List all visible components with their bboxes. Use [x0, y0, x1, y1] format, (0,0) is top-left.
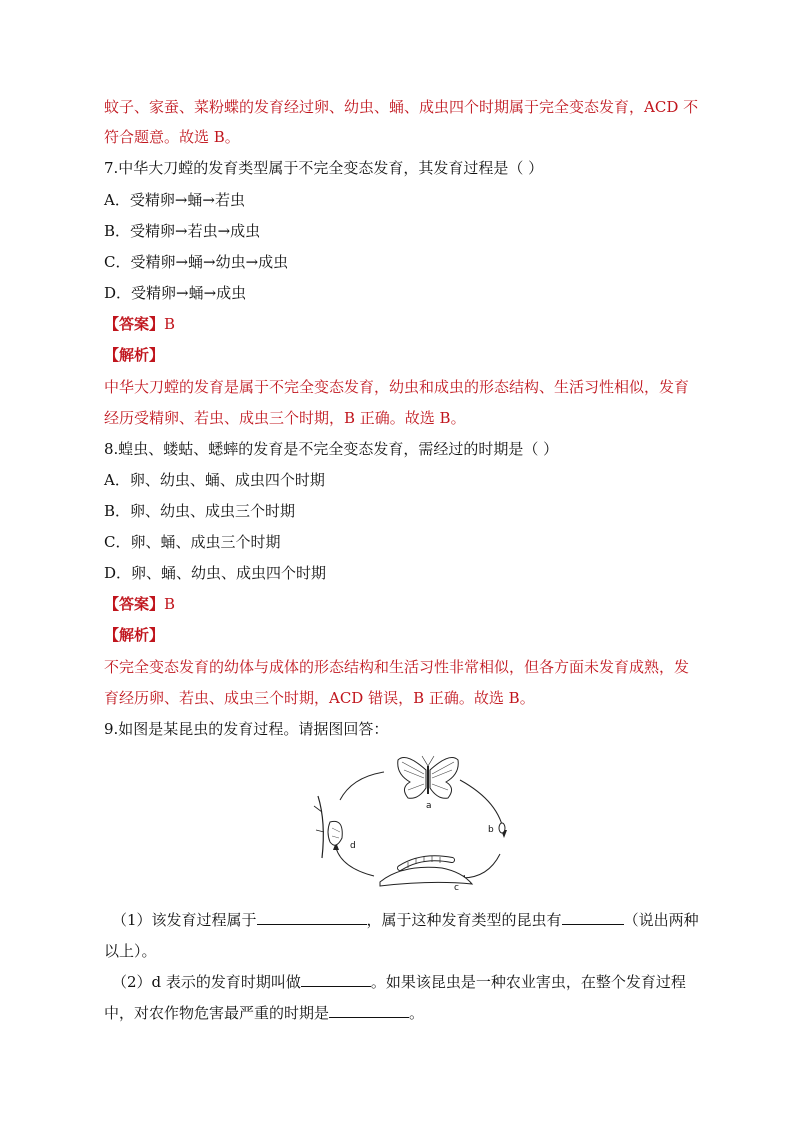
- q7-option-c: C．受精卵→蛹→幼虫→成虫: [104, 253, 289, 271]
- q8-analysis-heading: [104, 625, 164, 645]
- q9-stem: 9.如图是某昆虫的发育过程。请据图回答：: [104, 720, 389, 738]
- insect-life-cycle-figure: [312, 752, 512, 892]
- cycle-arrow-c-to-d: [336, 848, 374, 876]
- label-c: c: [454, 883, 459, 892]
- label-a: a: [426, 801, 432, 811]
- q7-option-a: A．受精卵→蛹→若虫: [104, 191, 245, 209]
- q7-analysis-heading: [104, 345, 164, 365]
- q9-sub2-text-a: （2）d 表示的发育时期叫做: [112, 973, 301, 991]
- answer-blank-4[interactable]: [329, 1003, 409, 1018]
- q6-explanation-line1: 蚊子、家蚕、菜粉蝶的发育经过卵、幼虫、蛹、成虫四个时期属于完全变态发育，ACD 不: [104, 98, 699, 116]
- q6-explanation-line2: 符合题意。故选 B。: [104, 128, 240, 146]
- egg-icon: [499, 823, 505, 833]
- q8-option-b: B．卵、幼虫、成虫三个时期: [104, 502, 296, 520]
- cycle-arrow-d-to-a: [340, 772, 384, 800]
- q7-option-b: B．受精卵→若虫→成虫: [104, 222, 261, 240]
- q8-analysis-line1: 不完全变态发育的幼体与成体的形态结构和生活习性非常相似，但各方面未发育成熟，发: [104, 658, 690, 676]
- q8-option-c: C．卵、蛹、成虫三个时期: [104, 533, 281, 551]
- q9-sub2-text-d: 。: [409, 1004, 425, 1022]
- answer-value: B: [164, 315, 176, 333]
- q7-stem: 7.中华大刀螳的发育类型属于不完全变态发育，其发育过程是（ ）: [104, 159, 544, 177]
- analysis-label: 【解析】: [104, 626, 165, 644]
- q9-sub1-text-c: （说出两种: [623, 911, 699, 929]
- q9-sub1-line1: [112, 910, 699, 930]
- q8-option-d: D．卵、蛹、幼虫、成虫四个时期: [104, 564, 327, 582]
- answer-blank-1[interactable]: [257, 910, 367, 925]
- q9-sub1-text-a: （1）该发育过程属于: [112, 911, 257, 929]
- q9-sub2-text-c: 中，对农作物危害最严重的时期是: [104, 1004, 330, 1022]
- q9-sub2-line2: [104, 1003, 424, 1023]
- answer-blank-2[interactable]: [562, 910, 624, 925]
- q8-analysis-line2: 育经历卵、若虫、成虫三个时期，ACD 错误，B 正确。故选 B。: [104, 689, 535, 707]
- q8-answer: [104, 594, 175, 614]
- q7-option-d: D．受精卵→蛹→成虫: [104, 284, 247, 302]
- q9-sub1-text-b: ，属于这种发育类型的昆虫有: [366, 911, 562, 929]
- answer-blank-3[interactable]: [301, 972, 371, 987]
- q9-sub2-text-b: 。如果该昆虫是一种农业害虫，在整个发育过程: [370, 973, 686, 991]
- caterpillar-icon: [380, 856, 472, 886]
- analysis-label: 【解析】: [104, 346, 165, 364]
- answer-value: B: [164, 595, 176, 613]
- answer-label: 【答案】: [104, 595, 165, 613]
- q8-option-a: A．卵、幼虫、蛹、成虫四个时期: [104, 471, 325, 489]
- q8-stem: 8.蝗虫、蝼蛄、蟋蟀的发育是不完全变态发育，需经过的时期是（ ）: [104, 440, 559, 458]
- q9-sub1-line2: 以上）。: [104, 942, 157, 960]
- label-d: d: [350, 841, 356, 851]
- answer-label: 【答案】: [104, 315, 165, 333]
- cycle-arrow-a-to-b: [460, 780, 504, 834]
- butterfly-icon: [398, 756, 459, 798]
- q7-answer: [104, 314, 175, 334]
- q7-analysis-line1: 中华大刀螳的发育是属于不完全变态发育，幼虫和成虫的形态结构、生活习性相似，发育: [104, 378, 690, 396]
- label-b: b: [488, 825, 494, 835]
- q9-sub2-line1: [112, 972, 686, 992]
- q7-analysis-line2: 经历受精卵、若虫、成虫三个时期，B 正确。故选 B。: [104, 409, 466, 427]
- cycle-arrow-b-to-c: [462, 854, 500, 878]
